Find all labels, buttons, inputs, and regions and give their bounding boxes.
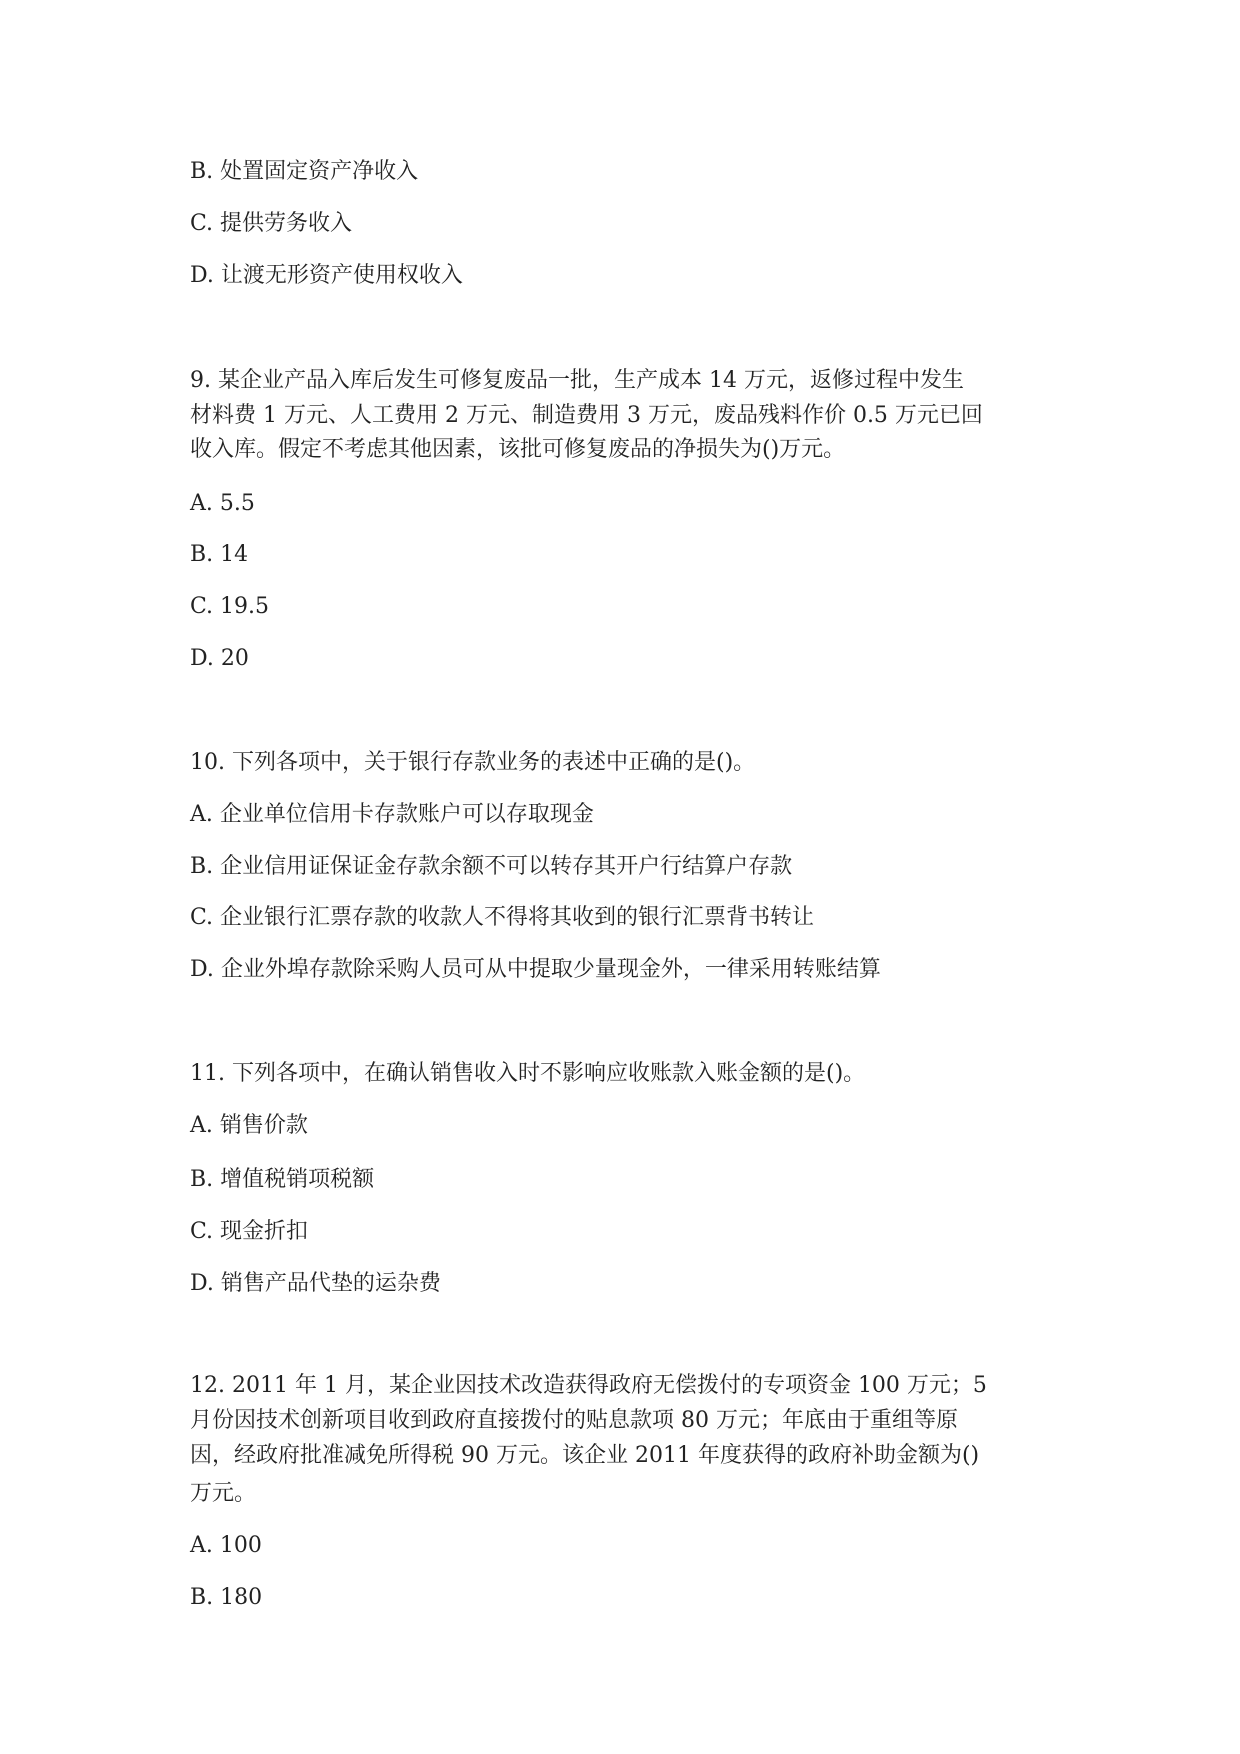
q8-option-b: B. 处置固定资产净收入	[190, 159, 419, 184]
q12-option-b: B. 180	[190, 1585, 263, 1610]
q9-stem-line: 收入库。假定不考虑其他因素，该批可修复废品的净损失为()万元。	[190, 437, 846, 462]
q10-option-c: C. 企业银行汇票存款的收款人不得将其收到的银行汇票背书转让	[190, 905, 815, 930]
q9-stem-line: 材料费 1 万元、人工费用 2 万元、制造费用 3 万元，废品残料作价 0.5 万元已回	[190, 403, 983, 428]
q12-stem-line: 万元。	[190, 1481, 257, 1506]
q12-stem-line: 因，经政府批准减免所得税 90 万元。该企业 2011 年度获得的政府补助金额为()	[190, 1443, 980, 1468]
q8-option-d: D. 让渡无形资产使用权收入	[190, 263, 463, 288]
q12-option-a: A. 100	[190, 1533, 262, 1558]
q10-option-d: D. 企业外埠存款除采购人员可从中提取少量现金外，一律采用转账结算	[190, 957, 881, 982]
q11-option-b: B. 增值税销项税额	[190, 1167, 375, 1192]
q9-option-a: A. 5.5	[190, 491, 255, 516]
q10-stem: 10. 下列各项中，关于银行存款业务的表述中正确的是()。	[190, 750, 756, 775]
q9-stem-line: 9. 某企业产品入库后发生可修复废品一批，生产成本 14 万元，返修过程中发生	[190, 368, 964, 393]
q12-stem-line: 月份因技术创新项目收到政府直接拨付的贴息款项 80 万元；年底由于重组等原	[190, 1408, 958, 1433]
q9-option-d: D. 20	[190, 646, 249, 671]
q8-option-c: C. 提供劳务收入	[190, 211, 353, 236]
q11-option-d: D. 销售产品代垫的运杂费	[190, 1271, 441, 1296]
q9-option-b: B. 14	[190, 542, 249, 567]
q11-option-c: C. 现金折扣	[190, 1219, 309, 1244]
q10-option-a: A. 企业单位信用卡存款账户可以存取现金	[190, 802, 594, 827]
q11-option-a: A. 销售价款	[190, 1113, 308, 1138]
q10-option-b: B. 企业信用证保证金存款余额不可以转存其开户行结算户存款	[190, 854, 793, 879]
q12-stem-line: 12. 2011 年 1 月，某企业因技术改造获得政府无偿拨付的专项资金 100 万元；5	[190, 1373, 987, 1398]
q9-option-c: C. 19.5	[190, 594, 270, 619]
q11-stem: 11. 下列各项中，在确认销售收入时不影响应收账款入账金额的是()。	[190, 1061, 866, 1086]
